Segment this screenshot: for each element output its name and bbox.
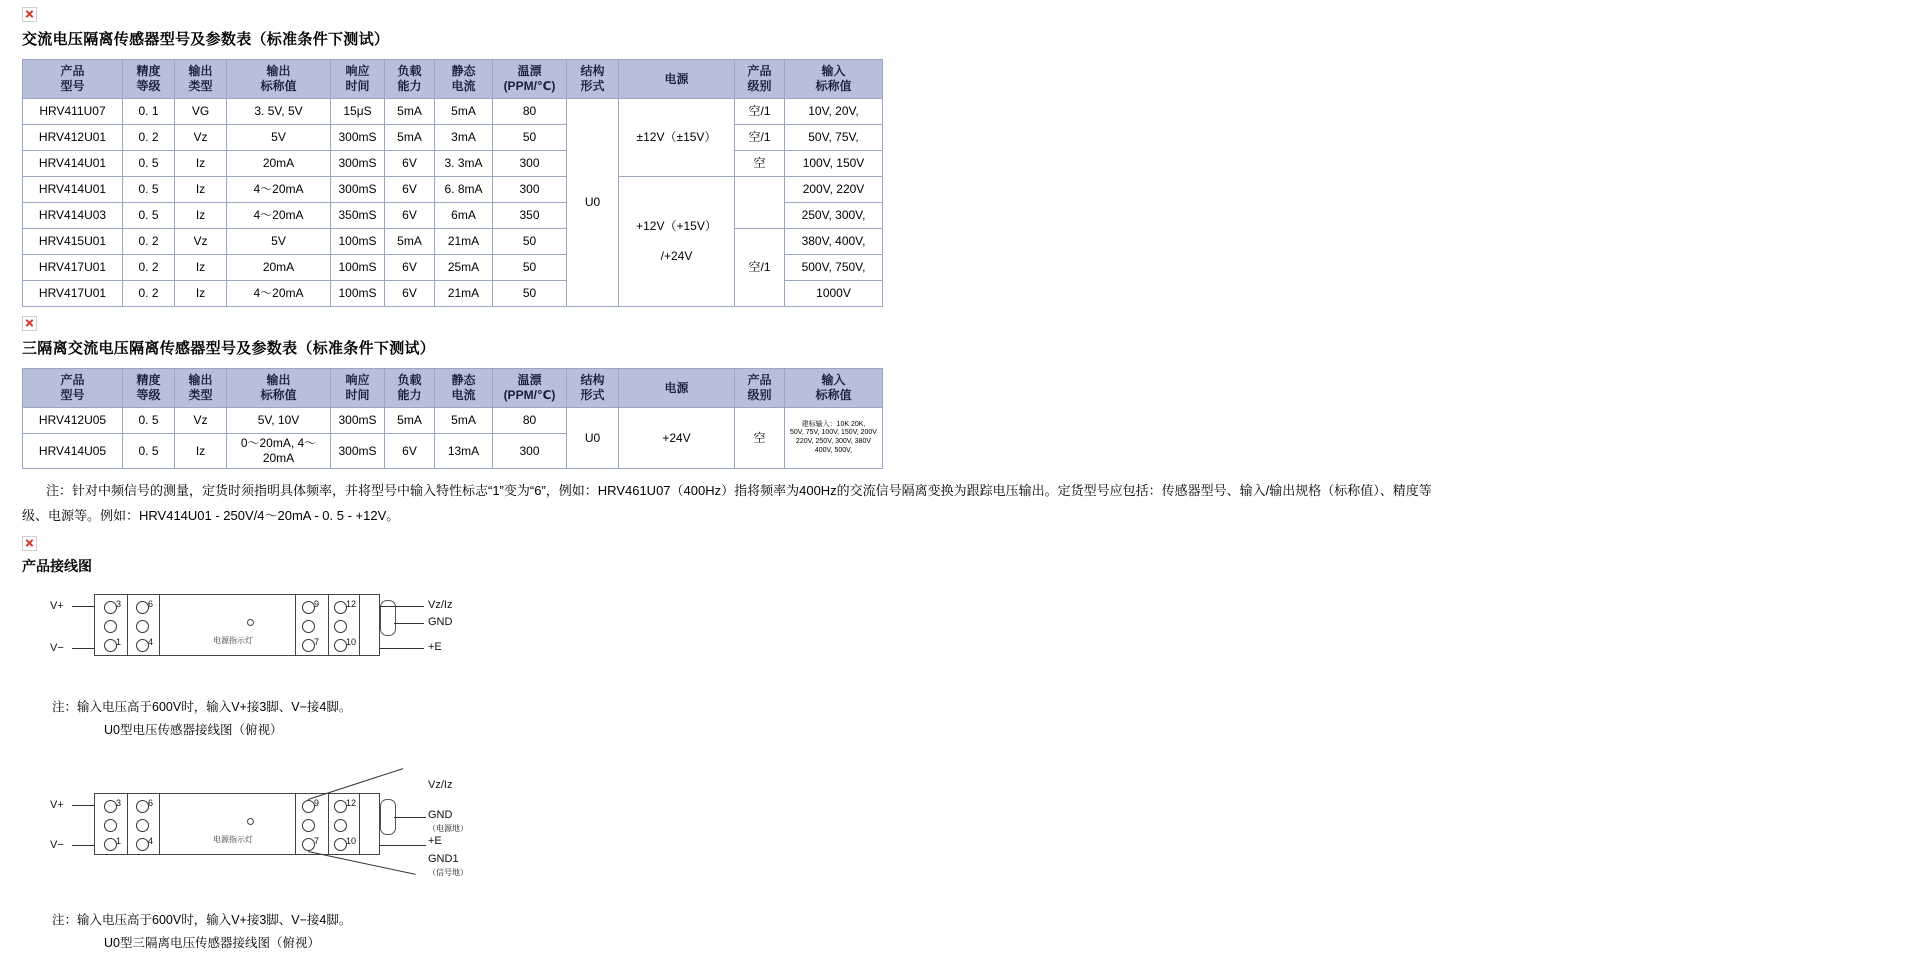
cell-idle: 13mA <box>435 434 493 469</box>
cell-output-nominal: 5V <box>227 125 331 151</box>
cell-load: 6V <box>385 203 435 229</box>
cell-output-nominal: 20mA <box>227 255 331 281</box>
diagram2-label-e: +E <box>428 835 442 848</box>
section1-title: 交流电压隔离传感器型号及参数表（标准条件下测试） <box>22 31 390 48</box>
diagram2-label-vplus: V+ <box>50 799 64 812</box>
cell-drift: 50 <box>493 255 567 281</box>
cell-structure: U0 <box>567 408 619 469</box>
cell-level: 空 <box>735 151 785 177</box>
cell-input: 1000V <box>785 281 883 307</box>
th-output-type: 输出 类型 <box>175 60 227 99</box>
cell-grade: 0. 2 <box>123 255 175 281</box>
th-grade: 精度 等级 <box>123 369 175 408</box>
cell-drift: 50 <box>493 229 567 255</box>
cell-response: 350mS <box>331 203 385 229</box>
cell-model: HRV414U05 <box>23 434 123 469</box>
cell-grade: 0. 5 <box>123 177 175 203</box>
cell-output-type: Iz <box>175 151 227 177</box>
cell-output-type: Iz <box>175 203 227 229</box>
cell-load: 6V <box>385 177 435 203</box>
section2-icon-row <box>22 315 1920 333</box>
cell-input: 380V, 400V, <box>785 229 883 255</box>
th-model: 产品 型号 <box>23 60 123 99</box>
cell-drift: 50 <box>493 125 567 151</box>
cell-output-type: Vz <box>175 229 227 255</box>
cell-grade: 0. 2 <box>123 229 175 255</box>
diagram2-label-vziz: Vz/Iz <box>428 779 453 792</box>
cell-model: HRV414U01 <box>23 151 123 177</box>
cell-input: 250V, 300V, <box>785 203 883 229</box>
cell-idle: 3mA <box>435 125 493 151</box>
cell-output-type: Vz <box>175 125 227 151</box>
cell-output-nominal: 20mA <box>227 151 331 177</box>
cell-input: 200V, 220V <box>785 177 883 203</box>
cell-output-type: Iz <box>175 255 227 281</box>
th-idle-current: 静态 电流 <box>435 60 493 99</box>
cell-response: 300mS <box>331 408 385 434</box>
section1-icon-row <box>22 6 1920 24</box>
th-output-nominal: 输出 标称值 <box>227 369 331 408</box>
diagram1-note1: 注：输入电压高于600V时，输入V+接3脚、V−接4脚。 <box>52 700 352 715</box>
cell-output-nominal: 4～20mA <box>227 281 331 307</box>
diagram1-captions <box>52 696 1920 741</box>
th-input-nominal: 输入 标称值 <box>785 60 883 99</box>
th-structure: 结构 形式 <box>567 60 619 99</box>
th-grade: 精度 等级 <box>123 60 175 99</box>
cell-input: 建标输入：10K 20K, 50V, 75V, 100V, 150V, 200V 220V, 250V, 300V, 380V 400V, 500V, <box>785 408 883 469</box>
cell-output-nominal: 0～20mA, 4～20mA <box>227 434 331 469</box>
cell-response: 300mS <box>331 125 385 151</box>
cell-output-type: VG <box>175 99 227 125</box>
table-row <box>23 177 883 203</box>
cell-drift: 300 <box>493 434 567 469</box>
cell-model: HRV414U03 <box>23 203 123 229</box>
cell-input: 10V, 20V, <box>785 99 883 125</box>
cell-idle: 5mA <box>435 99 493 125</box>
wiring-diagram-1 <box>50 586 1920 664</box>
cell-grade: 0. 2 <box>123 281 175 307</box>
cell-load: 5mA <box>385 99 435 125</box>
cell-response: 15μS <box>331 99 385 125</box>
cell-idle: 3. 3mA <box>435 151 493 177</box>
cell-load: 5mA <box>385 229 435 255</box>
ordering-note-line1: 注：针对中频信号的测量，定货时须指明具体频率，并将型号中输入特性标志“1”变为“6”，例如：HRV461U07（400Hz）指将频率为400Hz的交流信号隔离变换为跟踪电压输出。定货型号应包括：传感器型号、输入/输出规格（标称值）、精度等 <box>46 483 1432 498</box>
device-body: 3 1 6 4 9 7 12 10 电源指示灯 <box>94 793 380 855</box>
power-indicator-label: 电源指示灯 <box>213 835 253 845</box>
th-response-time: 响应 时间 <box>331 369 385 408</box>
cell-level: 空/1 <box>735 125 785 151</box>
cell-model: HRV412U05 <box>23 408 123 434</box>
device-body: 3 1 6 4 9 7 12 10 电源指示灯 <box>94 594 380 656</box>
cell-output-nominal: 4～20mA <box>227 203 331 229</box>
cell-drift: 50 <box>493 281 567 307</box>
cell-model: HRV412U01 <box>23 125 123 151</box>
cell-idle: 25mA <box>435 255 493 281</box>
table-header-row <box>23 60 883 99</box>
table-header-row <box>23 369 883 408</box>
cell-level <box>735 177 785 229</box>
cell-output-nominal: 3. 5V, 5V <box>227 99 331 125</box>
diagram2-label-gnd: GND <box>428 809 453 822</box>
th-load: 负载 能力 <box>385 369 435 408</box>
diagram1-label-vplus: V+ <box>50 600 64 613</box>
cell-output-type: Iz <box>175 281 227 307</box>
cell-output-type: Iz <box>175 177 227 203</box>
cell-power-bottom: +12V（+15V） /+24V <box>619 177 735 307</box>
cell-output-type: Vz <box>175 408 227 434</box>
diagram2-label-gnd1: GND1 <box>428 853 459 866</box>
cell-grade: 0. 5 <box>123 434 175 469</box>
cell-load: 6V <box>385 281 435 307</box>
cell-idle: 6mA <box>435 203 493 229</box>
table-row <box>23 408 883 434</box>
diagram2-note2: U0型三隔离电压传感器接线图（俯视） <box>104 935 320 950</box>
cell-power: +24V <box>619 408 735 469</box>
cell-grade: 0. 5 <box>123 203 175 229</box>
table-row <box>23 151 883 177</box>
cell-output-nominal: 5V, 10V <box>227 408 331 434</box>
diagram1-label-gnd: GND <box>428 616 453 629</box>
diagram2-label-gnd-sub: （电源地） <box>428 824 468 834</box>
power-indicator-label: 电源指示灯 <box>213 636 253 646</box>
th-idle-current: 静态 电流 <box>435 369 493 408</box>
cell-idle: 21mA <box>435 281 493 307</box>
broken-image-icon <box>22 536 37 551</box>
th-load: 负载 能力 <box>385 60 435 99</box>
cell-idle: 5mA <box>435 408 493 434</box>
power-indicator-icon <box>247 619 254 626</box>
th-output-type: 输出 类型 <box>175 369 227 408</box>
cell-load: 6V <box>385 255 435 281</box>
cell-grade: 0. 2 <box>123 125 175 151</box>
cell-drift: 350 <box>493 203 567 229</box>
cell-drift: 80 <box>493 408 567 434</box>
cell-drift: 300 <box>493 177 567 203</box>
diagram2-captions <box>52 909 1920 954</box>
cell-load: 6V <box>385 151 435 177</box>
th-power: 电源 <box>619 369 735 408</box>
cell-grade: 0. 5 <box>123 151 175 177</box>
cell-output-type: Iz <box>175 434 227 469</box>
cell-model: HRV411U07 <box>23 99 123 125</box>
diagram1-label-vminus: V− <box>50 642 64 655</box>
cell-response: 300mS <box>331 434 385 469</box>
cell-response: 100mS <box>331 255 385 281</box>
cell-model: HRV414U01 <box>23 177 123 203</box>
diagram2-label-gnd1-sub: （信号地） <box>428 868 468 878</box>
cell-idle: 21mA <box>435 229 493 255</box>
diagram1-label-e: +E <box>428 641 442 654</box>
cell-level: 空/1 <box>735 99 785 125</box>
diagram2-note1: 注：输入电压高于600V时，输入V+接3脚、V−接4脚。 <box>52 913 352 928</box>
cell-level: 空 <box>735 408 785 469</box>
diagram1-note2: U0型电压传感器接线图（俯视） <box>104 722 283 737</box>
cell-load: 6V <box>385 434 435 469</box>
section2-title: 三隔离交流电压隔离传感器型号及参数表（标准条件下测试） <box>22 340 436 357</box>
cell-response: 300mS <box>331 151 385 177</box>
wiring-section-title: 产品接线图 <box>22 558 92 575</box>
th-temp-drift: 温漂 (PPM/℃) <box>493 369 567 408</box>
th-product-level: 产品 级别 <box>735 369 785 408</box>
wiring-diagram-2 <box>50 765 1920 878</box>
cell-power-top: ±12V（±15V） <box>619 99 735 177</box>
broken-image-icon <box>22 316 37 331</box>
th-temp-drift: 温漂 (PPM/℃) <box>493 60 567 99</box>
th-model: 产品 型号 <box>23 369 123 408</box>
cell-drift: 300 <box>493 151 567 177</box>
table-row <box>23 125 883 151</box>
cell-idle: 6. 8mA <box>435 177 493 203</box>
cell-response: 100mS <box>331 229 385 255</box>
cell-response: 300mS <box>331 177 385 203</box>
cell-model: HRV417U01 <box>23 281 123 307</box>
cell-structure: U0 <box>567 99 619 307</box>
table-row <box>23 99 883 125</box>
cell-input: 50V, 75V, <box>785 125 883 151</box>
diagram2-label-vminus: V− <box>50 839 64 852</box>
th-structure: 结构 形式 <box>567 369 619 408</box>
cell-model: HRV417U01 <box>23 255 123 281</box>
tri-isolated-ac-voltage-sensor-spec-table <box>22 368 883 469</box>
ac-voltage-sensor-spec-table <box>22 59 883 307</box>
cell-grade: 0. 5 <box>123 408 175 434</box>
th-product-level: 产品 级别 <box>735 60 785 99</box>
wiring-icon-row <box>22 534 1920 552</box>
cell-load: 5mA <box>385 408 435 434</box>
cell-grade: 0. 1 <box>123 99 175 125</box>
th-output-nominal: 输出 标称值 <box>227 60 331 99</box>
cell-level: 空/1 <box>735 229 785 307</box>
table-row <box>23 229 883 255</box>
diagram1-label-vziz: Vz/Iz <box>428 599 453 612</box>
cell-load: 5mA <box>385 125 435 151</box>
cell-input: 500V, 750V, <box>785 255 883 281</box>
cell-input: 100V, 150V <box>785 151 883 177</box>
ordering-note-line2: 级、电源等。例如：HRV414U01 - 250V/4～20mA - 0. 5 - +12V。 <box>22 507 400 523</box>
th-power: 电源 <box>619 60 735 99</box>
th-response-time: 响应 时间 <box>331 60 385 99</box>
cell-drift: 80 <box>493 99 567 125</box>
th-input-nominal: 输入 标称值 <box>785 369 883 408</box>
cell-output-nominal: 5V <box>227 229 331 255</box>
broken-image-icon <box>22 7 37 22</box>
cell-model: HRV415U01 <box>23 229 123 255</box>
cell-response: 100mS <box>331 281 385 307</box>
cell-output-nominal: 4～20mA <box>227 177 331 203</box>
power-indicator-icon <box>247 818 254 825</box>
